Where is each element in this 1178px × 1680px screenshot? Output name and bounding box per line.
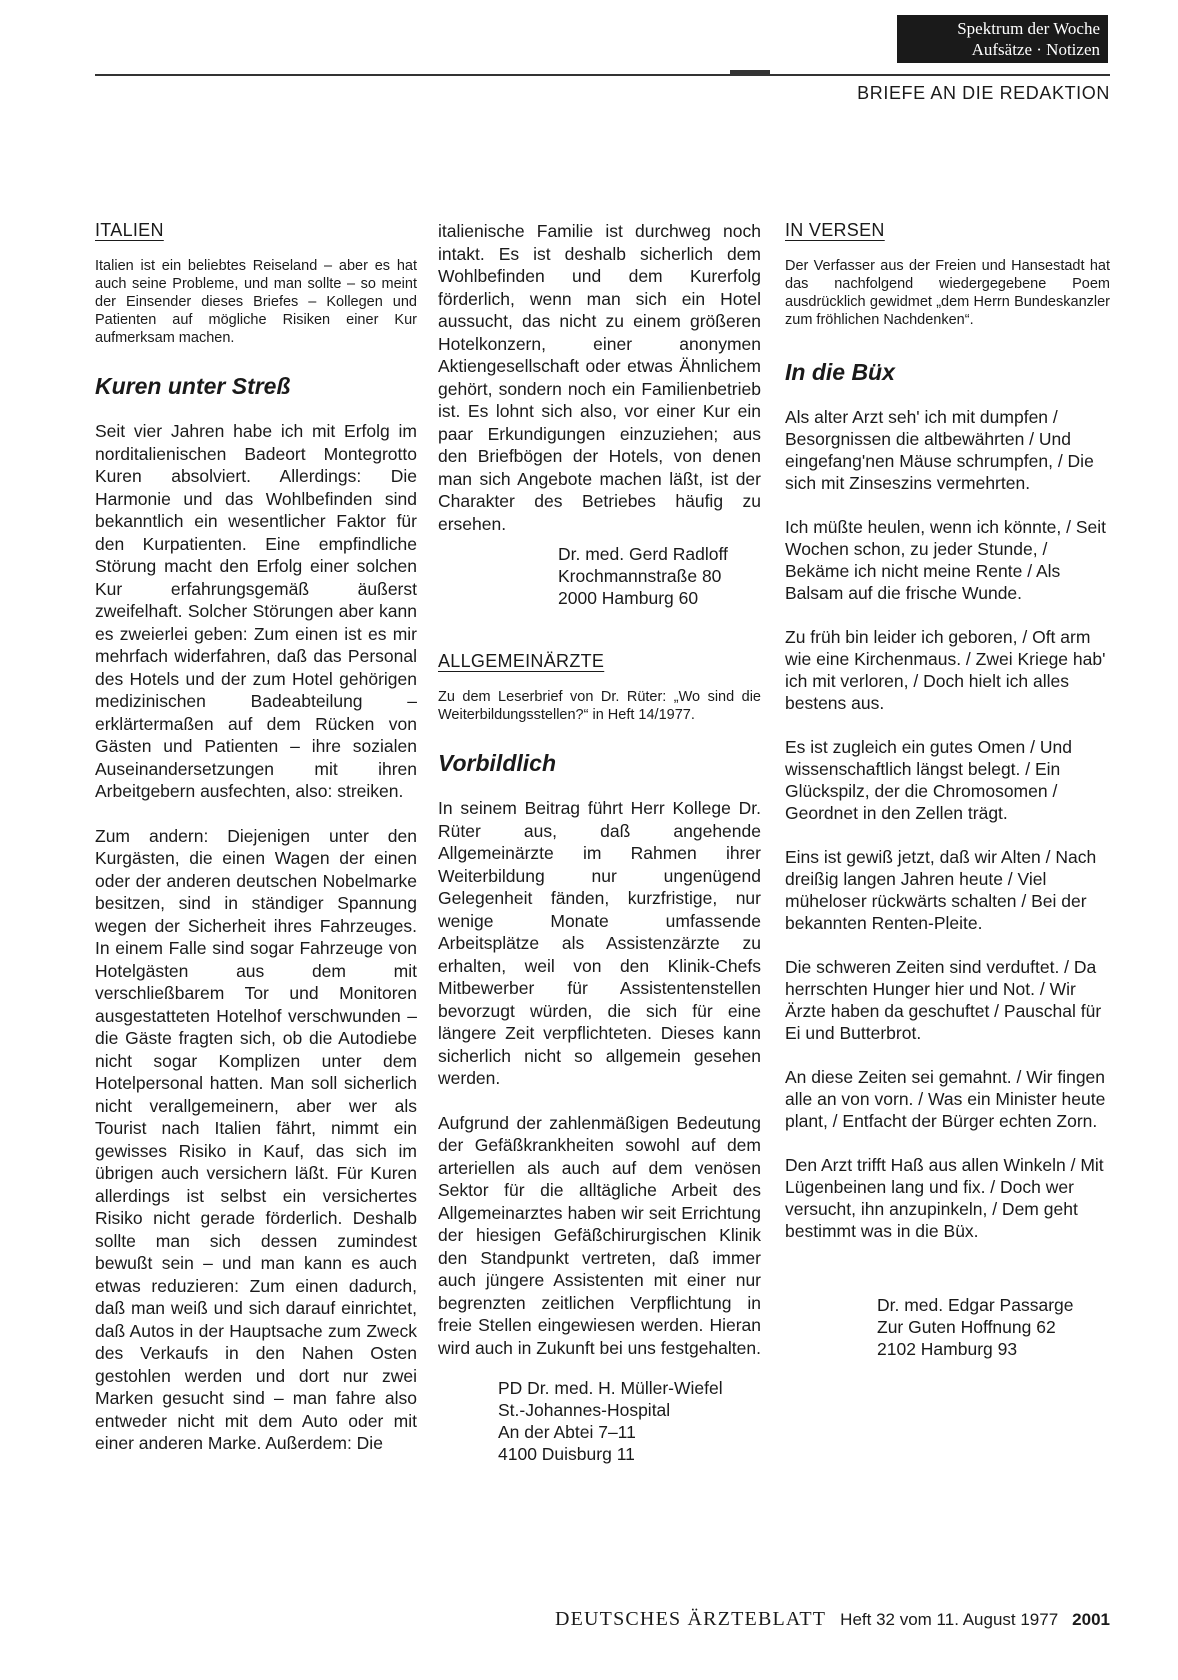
signature-line: Zur Guten Hoffnung 62 xyxy=(877,1317,1056,1337)
badge-line-2: Aufsätze · Notizen xyxy=(971,40,1100,59)
stanza: An diese Zeiten sei gemahnt. / Wir fingen alle an von vorn. / Was ein Minister heute plant, / Entfacht der Bürger echten Zorn. xyxy=(785,1067,1106,1131)
headline-versen: In die Büx xyxy=(785,359,895,385)
page-footer xyxy=(95,1608,1110,1631)
signature-line: PD Dr. med. H. Müller-Wiefel xyxy=(498,1378,723,1398)
column-1 xyxy=(95,220,417,1455)
paragraph: italienische Familie ist durchweg noch intakt. Es ist deshalb sicherlich dem Wohlbefinden und dem Kurerfolg förderlich, wenn man sich ein Hotel aussucht, das nicht zu einem größeren Hotelkonzern, einer anonymen Aktiengesellschaft oder etwas Ähnlichem gehört, sondern noch ein Familienbetrieb ist. Es lohnt sich also, vor einer Kur ein paar Erkundigungen einzuziehen; aus den Briefbögen der Hotels, von denen man sich Angebote machen läßt, ist der Charakter des Betriebes häufig zu ersehen. xyxy=(438,221,761,534)
paragraph: Aufgrund der zahlenmäßigen Bedeutung der Gefäßkrankheiten sowohl auf dem arteriellen als auch auf dem venösen Sektor für die alltägliche Arbeit des Allgemeinarztes haben wir seit Errichtung der hiesigen Gefäßchirurgischen Klinik den Standpunkt vertreten, daß immer auch jüngere Assistenten mit einer nur begrenzten zeitlichen Verpflichtung in freie Stellen eingewiesen werden. Hieran wird auch in Zukunft bei uns festgehalten. xyxy=(438,1112,761,1358)
headline-italien: Kuren unter Streß xyxy=(95,373,291,399)
lead-italien: Italien ist ein beliebtes Reiseland – aber es hat auch seine Probleme, und man sollte – so meint der Einsender dieses Briefes – Kollegen und Patienten auf mögliche Risiken einer Kur aufmerksam machen. xyxy=(95,258,417,346)
paragraph: Seit vier Jahren habe ich mit Erfolg im norditalienischen Badeort Montegrotto Kuren absolviert. Allerdings: Die Harmonie und das Wohlbefinden sind bekanntlich ein wesentlicher Faktor für den Kurpatienten. Eine empfindliche Störung macht den Erfolg einer solchen Kur erfahrungsgemäß äußerst zweifelhaft. Solcher Störungen aber kann es zweierlei geben: Zum einen ist es mir mehrfach widerfahren, daß das Personal des Hotels und der zum Hotel gehörigen medizinischen Badeabteilung – erklärtermaßen auf dem Rücken von Gästen und Patienten – ihre sozialen Auseinandersetzungen mit ihren Arbeitgebern ausfechten, also: streiken. xyxy=(95,421,417,801)
kicker-italien: ITALIEN xyxy=(95,220,164,240)
column-2 xyxy=(438,220,761,1465)
header-rule xyxy=(95,74,1110,76)
signature-radloff xyxy=(558,543,761,609)
signature-line: 2000 Hamburg 60 xyxy=(558,588,699,608)
stanza: Die schweren Zeiten sind verduftet. / Da herrschten Hunger hier und Not. / Wir Ärzte haben da geschuftet / Pauschal für Ei und Butterbrot. xyxy=(785,957,1102,1043)
body-italien xyxy=(95,420,417,1455)
column-3 xyxy=(785,220,1110,1360)
signature-line: 4100 Duisburg 11 xyxy=(498,1444,635,1464)
signature-line: An der Abtei 7–11 xyxy=(498,1422,636,1442)
kicker-versen: IN VERSEN xyxy=(785,220,885,240)
stanza: Zu früh bin leider ich geboren, / Oft arm wie eine Kirchenmaus. / Zwei Kriege hab' ich mit verloren, / Doch hielt ich alles bestens aus. xyxy=(785,627,1106,713)
signature-line: St.-Johannes-Hospital xyxy=(498,1400,671,1420)
poem xyxy=(785,406,1110,1242)
journal-name: DEUTSCHES ÄRZTEBLATT xyxy=(554,1608,827,1630)
section-badge xyxy=(897,15,1108,63)
badge-line-1: Spektrum der Woche xyxy=(957,19,1100,38)
issue-info: Heft 32 vom 11. August 1977 xyxy=(840,1610,1059,1629)
page-number: 2001 xyxy=(1072,1610,1110,1629)
stanza: Ich müßte heulen, wenn ich könnte, / Seit Wochen schon, zu jeder Stunde, / Bekäme ich nicht meine Rente / Als Balsam auf die frische Wunde. xyxy=(785,517,1107,603)
lead-allgemein: Zu dem Leserbrief von Dr. Rüter: „Wo sind die Weiterbildungsstellen?“ in Heft 14/1977. xyxy=(438,689,761,723)
stanza: Eins ist gewiß jetzt, daß wir Alten / Nach dreißig langen Jahren heute / Viel müheloser rückwärts schalten / Bei der bekannten Renten-Pleite. xyxy=(785,847,1097,933)
signature-line: Dr. med. Edgar Passarge xyxy=(877,1295,1074,1315)
body-italien-continued xyxy=(438,220,761,535)
headline-allgemein: Vorbildlich xyxy=(438,750,556,776)
signature-line: Dr. med. Gerd Radloff xyxy=(558,544,728,564)
signature-line: 2102 Hamburg 93 xyxy=(877,1339,1018,1359)
lead-versen: Der Verfasser aus der Freien und Hansestadt hat das nachfolgend wiedergegebene Poem ausdrücklich gewidmet „dem Herrn Bundeskanzler zum fröhlichen Nachdenken“. xyxy=(785,258,1110,328)
body-allgemein xyxy=(438,797,761,1359)
header-rule-accent xyxy=(730,70,770,74)
paragraph: In seinem Beitrag führt Herr Kollege Dr. Rüter aus, daß angehende Allgemeinärzte im Rahmen ihrer Weiterbildung nur ungenügend Gelegenheit fänden, kurzfristige, nur wenige Monate umfassende Arbeitsplätze als Assistenzärzte zu erhalten, weil von den Klinik-Chefs Mitbewerber für Assistentenstellen bevorzugt würden, die sich für eine längere Zeit verpflichteten. Dieses kann sicherlich nicht so allgemein gesehen werden. xyxy=(438,798,761,1088)
paragraph: Zum andern: Diejenigen unter den Kurgästen, die einen Wagen der einen oder der anderen deutschen Nobelmarke besitzen, sind in ständiger Spannung wegen der Sicherheit ihres Fahrzeuges. In einem Falle sind sogar Fahrzeuge von Hotelgästen aus dem mit verschließbarem Tor und Monitoren ausgestatteten Hotelhof verschwunden – die Gäste fragten sich, ob die Autodiebe nicht sogar Komplizen unter dem Hotelpersonal hatten. Man soll sicherlich nicht verallgemeinern, aber wer als Tourist nach Italien fährt, nimmt ein gewisses Risiko in Kauf, das sich im übrigen auch versichern läßt. Für Kuren allerdings ist selbst ein versichertes Risiko nicht gerade förderlich. Deshalb sollte man sich dessen zumindest bewußt sein – und man kann es auch etwas reduzieren: Zum einen dadurch, daß man weiß und sich darauf einrichtet, daß Autos in der Hauptsache zum Zweck des Verkaufs in den Nahen Osten gestohlen werden und dort nur zwei Marken gesucht sind – man fahre also entweder nicht mit dem Auto oder mit einer anderen Marke. Außerdem: Die xyxy=(95,825,417,1453)
stanza: Den Arzt trifft Haß aus allen Winkeln / Mit Lügenbeinen lang und fix. / Doch wer versucht, ihn anzupinkeln, / Dem geht bestimmt was in die Büx. xyxy=(785,1155,1104,1241)
kicker-allgemein: ALLGEMEINÄRZTE xyxy=(438,651,605,671)
stanza: Es ist zugleich ein gutes Omen / Und wissenschaftlich längst belegt. / Ein Glückspilz, der die Chromosomen / Geordnet in den Zellen trägt. xyxy=(785,737,1072,823)
section-title: BRIEFE AN DIE REDAKTION xyxy=(857,83,1110,103)
signature-line: Krochmannstraße 80 xyxy=(558,566,722,586)
signature-mueller-wiefel xyxy=(498,1377,761,1465)
signature-passarge xyxy=(877,1294,1110,1360)
stanza: Als alter Arzt seh' ich mit dumpfen / Besorgnissen die altbewährten / Und eingefang'nen Mäuse schrumpfen, / Die sich mit Zinseszins vermehrten. xyxy=(785,407,1094,493)
